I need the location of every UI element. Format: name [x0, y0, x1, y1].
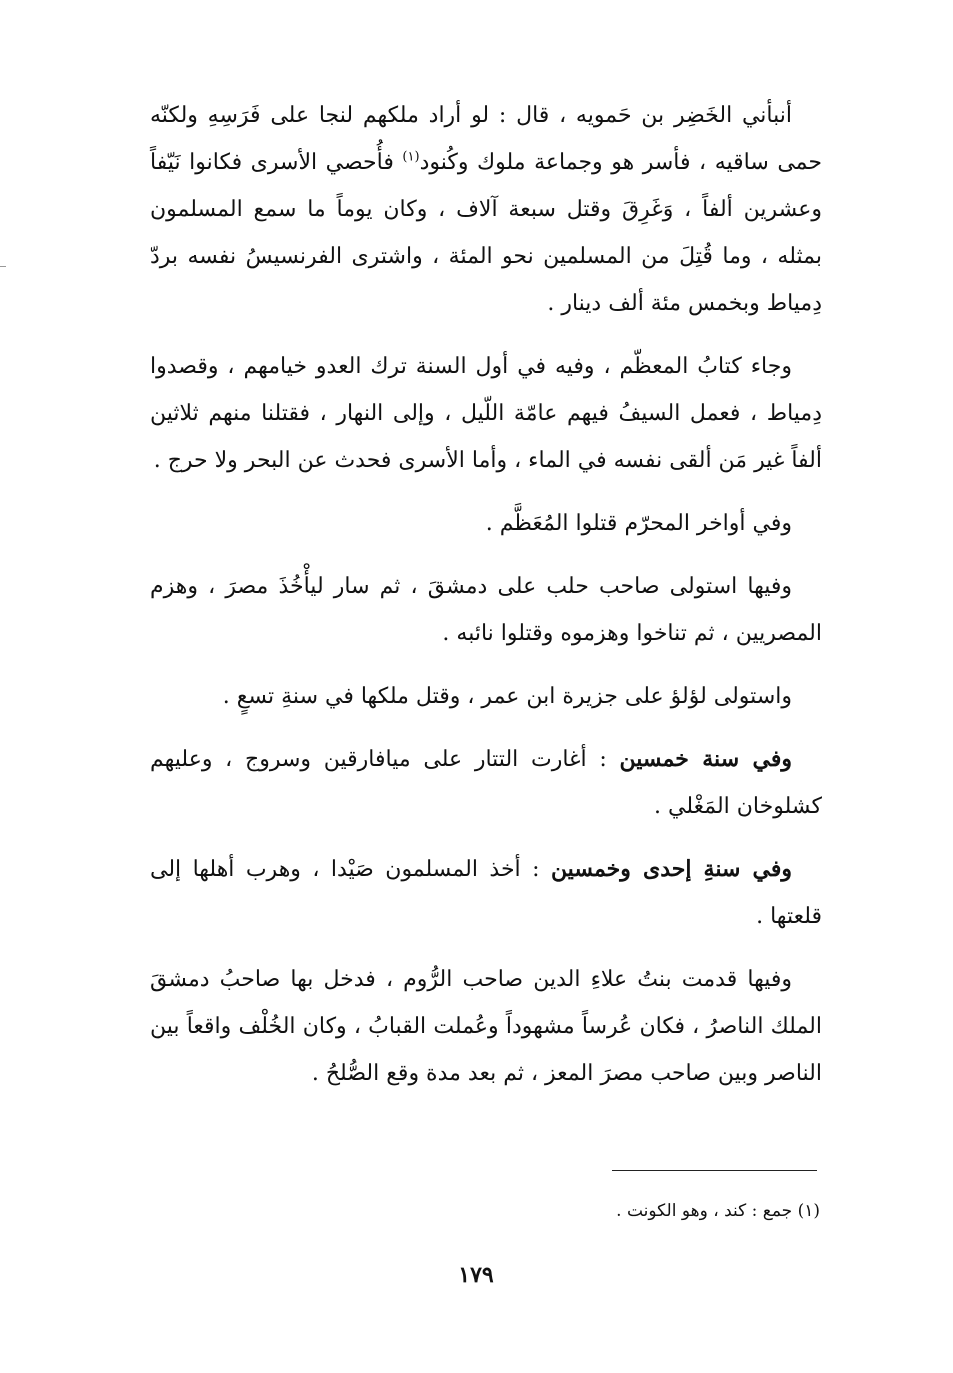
page-number: ١٧٩ — [458, 1262, 494, 1288]
paragraph-4-text: وفيها استولى صاحب حلب على دمشقَ ، ثم سار ليأْخُذَ مصرَ ، وهزم المصريين ، ثم تناخوا وهزموه وقتلوا نائبه . — [150, 574, 822, 646]
paragraph-6 — [150, 736, 822, 830]
paragraph-7 — [150, 846, 822, 940]
footnote: (١) جمع : كند ، وهو الكونت . — [616, 1201, 820, 1221]
paragraph-3 — [150, 500, 822, 547]
footnote-reference[interactable]: (١) — [402, 149, 420, 165]
paragraph-7-text: : أخذ المسلمون صَيْدا ، وهرب أهلها إلى قلعتها . — [150, 857, 822, 929]
year-heading-51: وفي سنةِ إحدى وخمسين — [550, 856, 792, 882]
footnote-separator — [612, 1170, 817, 1171]
year-heading-50: وفي سنة خمسين — [619, 746, 792, 772]
paragraph-5 — [150, 673, 822, 720]
paragraph-2 — [150, 343, 822, 484]
paragraph-5-text: واستولى لؤلؤ على جزيرة ابن عمر ، وقتل ملكها في سنةِ تسعٍ . — [222, 684, 792, 709]
paragraph-8-text: وفيها قدمت بنتُ علاءِ الدين صاحب الرُّوم ، فدخل بها صاحبُ دمشقَ الملك الناصرُ ، فكان عُرساً مشهوداً وعُملت القبابُ ، وكان الخُلْف واقعاً بين الناصر وبين صاحب مصرَ المعز ، ثم بعد مدة وقع الصُّلحُ . — [150, 967, 822, 1086]
margin-mark — [0, 266, 6, 267]
paragraph-1-text-a: أنبأني الخَضِر بن حَمويه ، قال : لو أراد ملكهم لنجا على فَرَسِهِ ولكنّه حمى ساقيه ، فأسر هو وجماعة ملوك وكُنود — [150, 103, 822, 175]
paragraph-1-text-b: فأُحصي الأسرى فكانوا نَيّفاً وعشرين ألفاً ، وَغَرِقَ وقتل سبعة آلاف ، وكان يوماً ما سمع المسلمون بمثله ، وما قُتِلَ من المسلمين نحو المئة ، واشترى الفرنسيسُ نفسه بردّ دِمياط وبخمس مئة ألف دينار . — [150, 150, 822, 316]
main-text — [150, 92, 822, 1097]
paragraph-8 — [150, 956, 822, 1097]
paragraph-6-text: : أغارت التتار على ميافارقين وسروج ، وعليهم كشلوخان المَغْلي . — [150, 747, 822, 819]
paragraph-3-text: وفي أواخر المحرّم قتلوا المُعَظَّم . — [485, 511, 792, 536]
paragraph-1 — [150, 92, 822, 327]
paragraph-4 — [150, 563, 822, 657]
paragraph-2-text: وجاء كتابُ المعظّم ، وفيه في أول السنة ترك العدو خيامهم ، وقصدوا دِمياط ، فعمل السيفُ فيهم عامّة اللّيل ، وإلى النهار ، فقتلنا منهم ثلاثين ألفاً غير مَن ألقى نفسه في الماء ، وأما الأسرى فحدث عن البحر ولا حرج . — [150, 354, 822, 473]
